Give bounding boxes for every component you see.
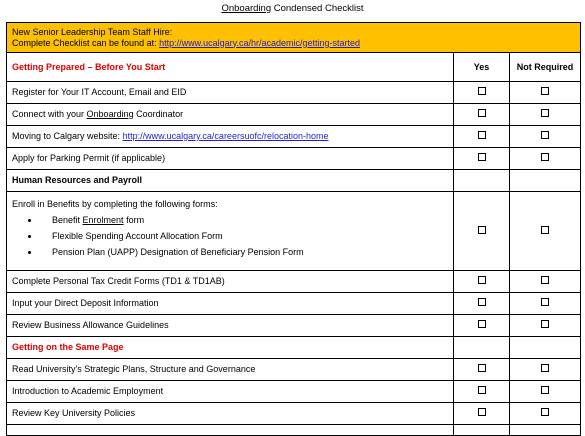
- not-required-checkbox[interactable]: [541, 320, 549, 328]
- empty-cell: [454, 337, 510, 359]
- table-row: [7, 126, 581, 148]
- yes-checkbox[interactable]: [478, 298, 486, 306]
- onboarding-suffix: Coordinator: [133, 109, 184, 119]
- benefit-suffix: form: [123, 215, 145, 225]
- checklist-table: [6, 22, 581, 436]
- benefit-prefix: Benefit: [52, 215, 83, 225]
- empty-cell: [510, 170, 581, 192]
- item-university-policies: Review Key University Policies: [7, 403, 454, 425]
- empty-cell: [454, 425, 510, 436]
- not-required-checkbox[interactable]: [541, 408, 549, 416]
- banner-line2-prefix: Complete Checklist can be found at:: [12, 37, 160, 48]
- banner-line1: New Senior Leadership Team Staff Hire:: [12, 26, 173, 37]
- list-item: [40, 215, 448, 226]
- not-required-checkbox[interactable]: [541, 87, 549, 95]
- column-header-yes: Yes: [454, 53, 510, 82]
- table-row: [7, 53, 581, 82]
- yes-checkbox[interactable]: [478, 408, 486, 416]
- not-required-checkbox[interactable]: [541, 276, 549, 284]
- banner-cell: [7, 23, 581, 53]
- title-onboarding-word: Onboarding: [221, 3, 272, 14]
- table-row-cutoff: [7, 425, 581, 436]
- item-strategic-plans: Read University's Strategic Plans, Structure and Governance: [7, 359, 454, 381]
- empty-cell: [454, 170, 510, 192]
- empty-cell: [510, 425, 581, 436]
- item-direct-deposit: Input your Direct Deposit Information: [7, 293, 454, 315]
- not-required-checkbox[interactable]: [541, 298, 549, 306]
- banner-line2: [12, 38, 575, 49]
- list-item: • Flexible Spending Account Allocation Form: [40, 231, 448, 242]
- benefits-form-list: [12, 215, 448, 258]
- not-required-checkbox[interactable]: [541, 364, 549, 372]
- yes-checkbox[interactable]: [478, 109, 486, 117]
- table-row: [7, 359, 581, 381]
- not-required-checkbox[interactable]: [541, 226, 549, 234]
- table-row: [7, 82, 581, 104]
- table-row: [7, 337, 581, 359]
- list-item: • Pension Plan (UAPP) Designation of Beneficiary Pension Form: [40, 247, 448, 258]
- yes-checkbox[interactable]: [478, 320, 486, 328]
- yes-checkbox[interactable]: [478, 386, 486, 394]
- item-it-account: Register for Your IT Account, Email and EID: [7, 82, 454, 104]
- table-row: [7, 315, 581, 337]
- section-heading-same-page: Getting on the Same Page: [7, 337, 454, 359]
- yes-checkbox[interactable]: [478, 87, 486, 95]
- table-row: [7, 271, 581, 293]
- table-row: [7, 293, 581, 315]
- benefits-intro: Enroll in Benefits by completing the following forms:: [12, 199, 218, 209]
- onboarding-word: Onboarding: [86, 109, 134, 119]
- yes-checkbox[interactable]: [478, 131, 486, 139]
- not-required-checkbox[interactable]: [541, 109, 549, 117]
- title-rest: Condensed Checklist: [271, 3, 364, 14]
- getting-started-link[interactable]: http://www.ucalgary.ca/hr/academic/getting-started: [159, 37, 361, 48]
- item-tax-credit: Complete Personal Tax Credit Forms (TD1 & TD1AB): [7, 271, 454, 293]
- column-header-not-required: Not Required: [510, 53, 581, 82]
- not-required-checkbox[interactable]: [541, 153, 549, 161]
- item-business-allowance: Review Business Allowance Guidelines: [7, 315, 454, 337]
- not-required-checkbox[interactable]: [541, 386, 549, 394]
- onboarding-prefix: Connect with your: [12, 109, 87, 119]
- section-heading-prepared: Getting Prepared – Before You Start: [7, 53, 454, 82]
- yes-checkbox[interactable]: [478, 364, 486, 372]
- relocation-link[interactable]: http://www.ucalgary.ca/careersuofc/relocation-home: [122, 131, 329, 141]
- item-benefits: [7, 192, 454, 271]
- yes-checkbox[interactable]: [478, 153, 486, 161]
- yes-checkbox[interactable]: [478, 226, 486, 234]
- table-row: [7, 104, 581, 126]
- section-heading-hr: Human Resources and Payroll: [7, 170, 454, 192]
- table-row: [7, 192, 581, 271]
- banner-row: [7, 23, 581, 53]
- table-row: [7, 381, 581, 403]
- benefit-word: Enrolment: [82, 215, 124, 225]
- empty-cell: [7, 425, 454, 436]
- table-row: [7, 148, 581, 170]
- item-onboarding-coordinator: [7, 104, 454, 126]
- not-required-checkbox[interactable]: [541, 131, 549, 139]
- table-row: [7, 170, 581, 192]
- yes-checkbox[interactable]: [478, 276, 486, 284]
- item-moving-to-calgary: [7, 126, 454, 148]
- empty-cell: [510, 337, 581, 359]
- item-parking-permit: Apply for Parking Permit (if applicable): [7, 148, 454, 170]
- table-row: [7, 403, 581, 425]
- document-title: [0, 3, 585, 14]
- item-academic-employment: Introduction to Academic Employment: [7, 381, 454, 403]
- moving-prefix: Moving to Calgary website:: [12, 131, 123, 141]
